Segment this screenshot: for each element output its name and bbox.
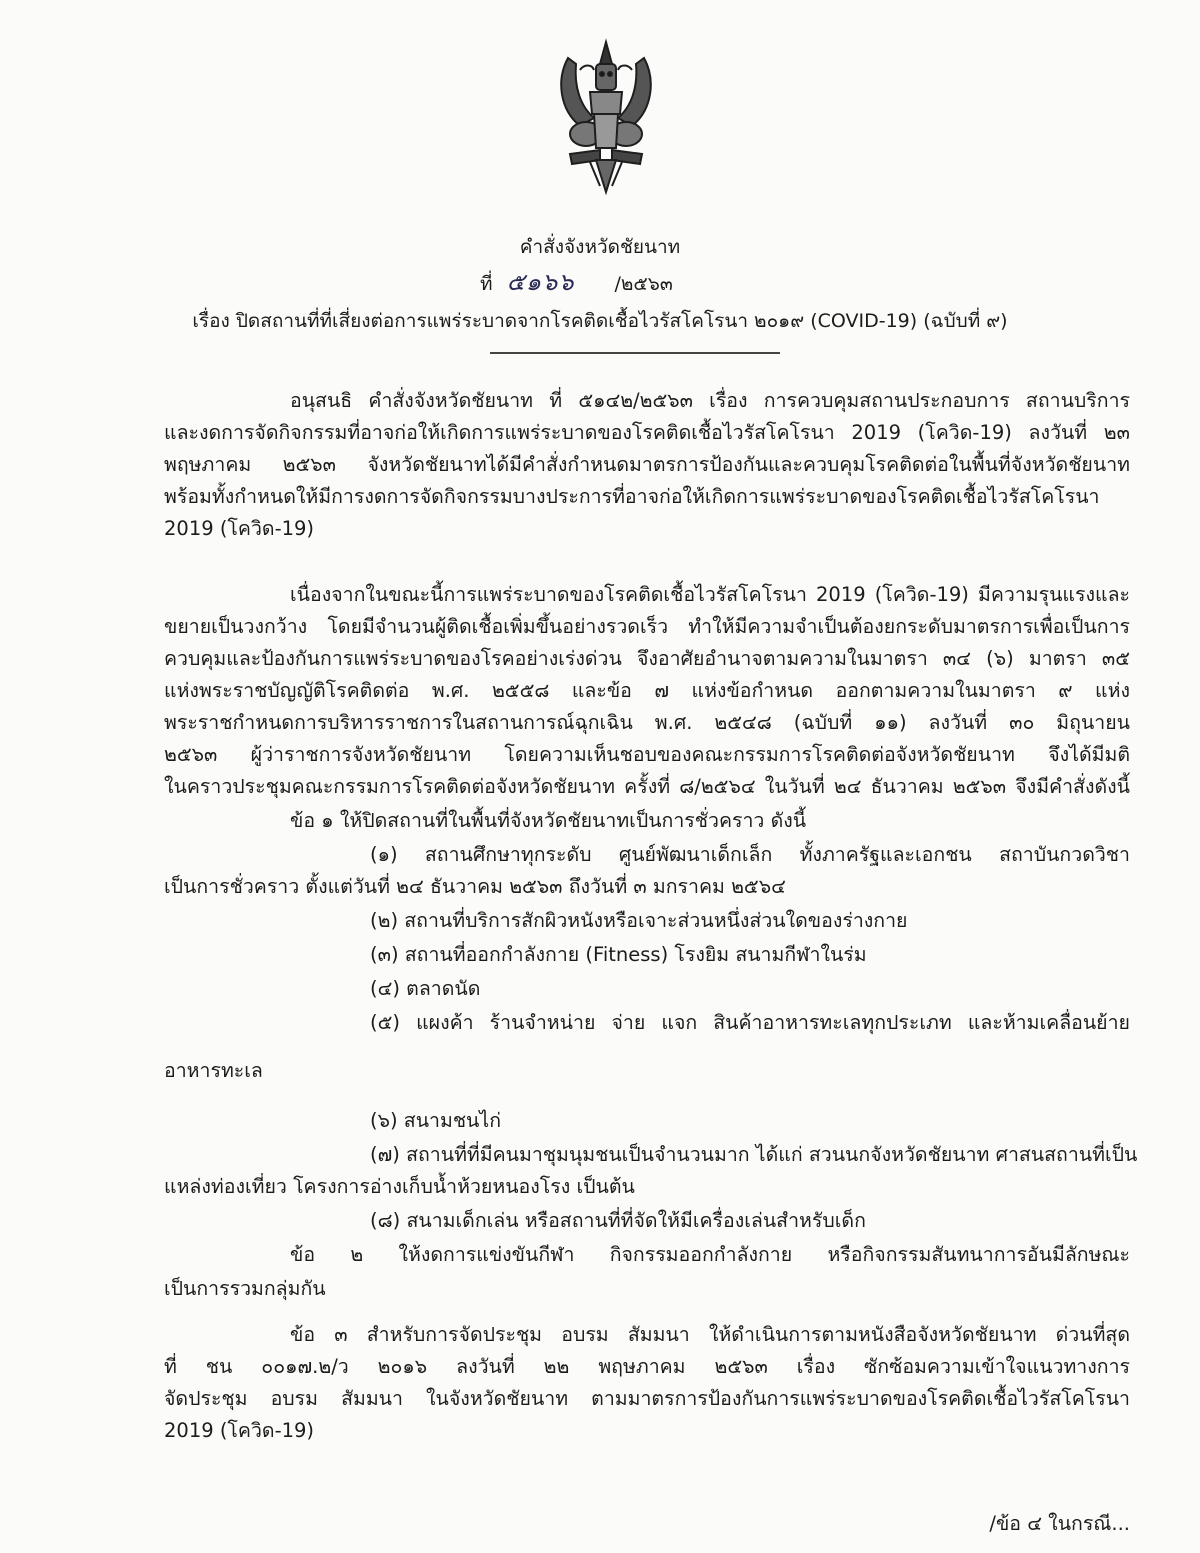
clause-1-item-5: (๕) แผงค้า ร้านจำหน่าย จ่าย แจก สินค้าอาหารทะเลทุกประเภท และห้ามเคลื่อนย้าย [370, 1011, 1130, 1034]
handwritten-order-number: ๕๑๖๖ [506, 268, 575, 296]
paragraph-rationale-line: ๒๕๖๓ ผู้ว่าราชการจังหวัดชัยนาท โดยความเห็นชอบของคณะกรรมการโรคติดต่อจังหวัดชัยนาท จึงได้มีมติ [164, 743, 1130, 766]
paragraph-reference-line: พร้อมทั้งกำหนดให้มีการงดการจัดกิจกรรมบางประการที่อาจก่อให้เกิดการแพร่ระบาดของโรคติดเชื้อไวรัสโคโรนา [164, 485, 1100, 508]
header-divider [490, 352, 780, 354]
clause-3-line: จัดประชุม อบรม สัมมนา ในจังหวัดชัยนาท ตามมาตรการป้องกันการแพร่ระบาดของโรคติดเชื้อไวรัสโคโรนา [164, 1387, 1130, 1410]
subject-line: เรื่อง ปิดสถานที่ที่เสี่ยงต่อการแพร่ระบาดจากโรคติดเชื้อไวรัสโคโรนา ๒๐๑๙ (COVID-19) (ฉบับที่ ๙) [192, 310, 1008, 332]
paragraph-rationale-line: พระราชกำหนดการบริหารราชการในสถานการณ์ฉุกเฉิน พ.ศ. ๒๕๔๘ (ฉบับที่ ๑๑) ลงวันที่ ๓๐ มิถุนายน [164, 711, 1130, 734]
clause-1-heading: ข้อ ๑ ให้ปิดสถานที่ในพื้นที่จังหวัดชัยนาทเป็นการชั่วคราว ดังนี้ [290, 809, 807, 832]
order-number [480, 262, 673, 301]
clause-2-line: เป็นการรวมกลุ่มกัน [164, 1277, 326, 1300]
order-year: /๒๕๖๓ [614, 273, 673, 295]
issuer-title: คำสั่งจังหวัดชัยนาท [519, 236, 681, 258]
clause-1-item-6: (๖) สนามชนไก่ [370, 1109, 502, 1132]
paragraph-reference-line: พฤษภาคม ๒๕๖๓ จังหวัดชัยนาทได้มีคำสั่งกำหนดมาตรการป้องกันและควบคุมโรคติดต่อในพื้นที่จังหวัดชัยนาท [164, 453, 1130, 476]
clause-1-item-7-cont: แหล่งท่องเที่ยว โครงการอ่างเก็บน้ำห้วยหนองโรง เป็นต้น [164, 1175, 635, 1198]
paragraph-rationale-line: ควบคุมและป้องกันการแพร่ระบาดของโรคอย่างเร่งด่วน จึงอาศัยอำนาจตามความในมาตรา ๓๔ (๖) มาตรา ๓๕ [164, 647, 1130, 670]
paragraph-reference-line: และงดการจัดกิจกรรมที่อาจก่อให้เกิดการแพร่ระบาดของโรคติดเชื้อไวรัสโคโรนา 2019 (โควิด-19) ลงวันที่ ๒๓ [164, 421, 1130, 444]
paragraph-rationale-line: ในคราวประชุมคณะกรรมการโรคติดต่อจังหวัดชัยนาท ครั้งที่ ๘/๒๕๖๔ ในวันที่ ๒๔ ธันวาคม ๒๕๖๓ จึงมีคำสั่งดังนี้ [164, 775, 1130, 798]
clause-1-item-5-cont: อาหารทะเล [164, 1059, 263, 1082]
clause-1-item-2: (๒) สถานที่บริการสักผิวหนังหรือเจาะส่วนหนึ่งส่วนใดของร่างกาย [370, 909, 908, 932]
clause-3-line: ที่ ชน ๐๐๑๗.๒/ว ๒๐๑๖ ลงวันที่ ๒๒ พฤษภาคม ๒๕๖๓ เรื่อง ซักซ้อมความเข้าใจแนวทางการ [164, 1355, 1130, 1378]
clause-1-item-1: (๑) สถานศึกษาทุกระดับ ศูนย์พัฒนาเด็กเล็ก ทั้งภาครัฐและเอกชน สถาบันกวดวิชา [370, 843, 1130, 866]
paragraph-rationale-line: ขยายเป็นวงกว้าง โดยมีจำนวนผู้ติดเชื้อเพิ่มขึ้นอย่างรวดเร็ว ทำให้มีความจำเป็นต้องยกระดับมาตรการเพื่อเป็นการ [164, 615, 1130, 638]
clause-2-line: ข้อ ๒ ให้งดการแข่งขันกีฬา กิจกรรมออกกำลังกาย หรือกิจกรรมสันทนาการอันมีลักษณะ [290, 1243, 1130, 1266]
clause-3-line: ข้อ ๓ สำหรับการจัดประชุม อบรม สัมมนา ให้ดำเนินการตามหนังสือจังหวัดชัยนาท ด่วนที่สุด [290, 1323, 1130, 1346]
paragraph-reference-line: อนุสนธิ คำสั่งจังหวัดชัยนาท ที่ ๕๑๔๒/๒๕๖๓ เรื่อง การควบคุมสถานประกอบการ สถานบริการ [290, 389, 1130, 412]
clause-1-item-7: (๗) สถานที่ที่มีคนมาชุมนุมชนเป็นจำนวนมาก ได้แก่ สวนนกจังหวัดชัยนาท ศาสนสถานที่เป็น [370, 1143, 1138, 1166]
clause-1-item-4: (๔) ตลาดนัด [370, 977, 481, 1000]
paragraph-reference-line: 2019 (โควิด-19) [164, 517, 315, 540]
paragraph-rationale-line: แห่งพระราชบัญญัติโรคติดต่อ พ.ศ. ๒๕๕๘ และข้อ ๗ แห่งข้อกำหนด ออกตามความในมาตรา ๙ แห่ง [164, 679, 1130, 702]
clause-1-item-3: (๓) สถานที่ออกกำลังกาย (Fitness) โรงยิม สนามกีฬาในร่ม [370, 943, 867, 966]
garuda-emblem-icon [550, 30, 662, 198]
paragraph-rationale-line: เนื่องจากในขณะนี้การแพร่ระบาดของโรคติดเชื้อไวรัสโคโรนา 2019 (โควิด-19) มีความรุนแรงและ [290, 583, 1130, 606]
clause-1-item-8: (๘) สนามเด็กเล่น หรือสถานที่ที่จัดให้มีเครื่องเล่นสำหรับเด็ก [370, 1209, 866, 1232]
clause-3-line: 2019 (โควิด-19) [164, 1419, 315, 1442]
continuation-marker: /ข้อ ๔ ในกรณี... [989, 1512, 1130, 1535]
order-prefix: ที่ [480, 273, 493, 295]
clause-1-item-1-cont: เป็นการชั่วคราว ตั้งแต่วันที่ ๒๔ ธันวาคม ๒๕๖๓ ถึงวันที่ ๓ มกราคม ๒๕๖๔ [164, 875, 786, 898]
